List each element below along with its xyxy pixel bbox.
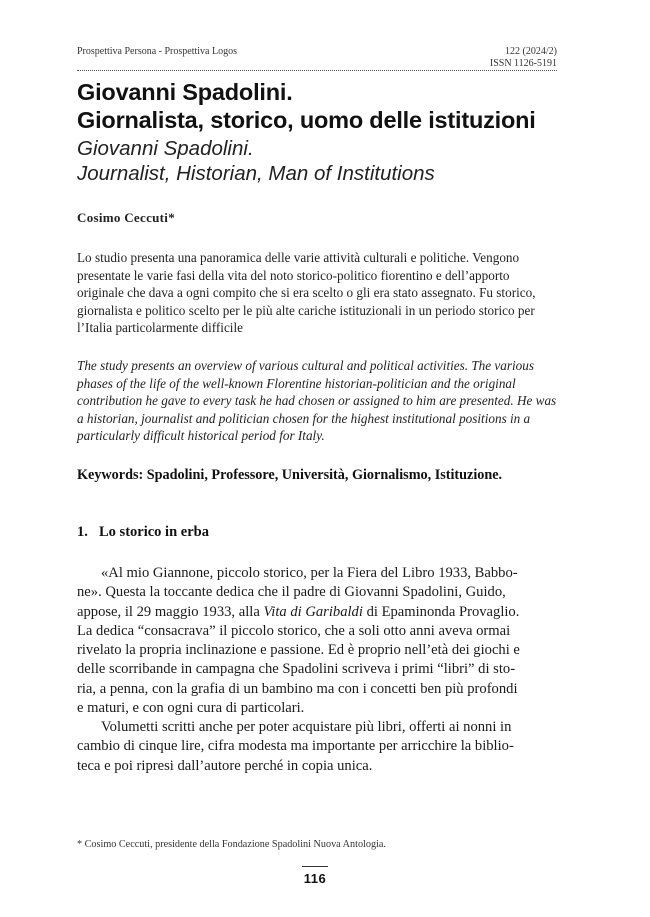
text-line: e maturi, e con ogni cura di particolari. — [77, 700, 305, 717]
section-number: 1. — [77, 524, 88, 540]
footnote: * Cosimo Ceccuti, presidente della Fondazione Spadolini Nuova Antologia. — [77, 839, 386, 850]
abstract-italian: Lo studio presenta una panoramica delle varie attività culturali e politiche. Vengono presentate le varie fasi della vita del noto storico-politico fiorentino e dell’apporto originale che dava a ogni compito che si era scelto o gli era stato assegnato. Fu storico, giornalista e politico scelto per le più alte cariche istituzionali in un periodo storico per l’Italia particolarmente difficile — [77, 250, 536, 336]
book-title: Vita di Garibaldi — [263, 603, 363, 620]
header-divider — [77, 70, 557, 71]
text-run: di Epaminonda Provaglio. — [362, 603, 520, 620]
article-title — [77, 78, 577, 134]
text-line: La dedica “consacrava” il piccolo storico, che a soli otto anni aveva ormai — [77, 622, 511, 639]
text-line: ne». Questa la toccante dedica che il padre di Giovanni Spadolini, Guido, — [77, 584, 506, 601]
text-line: «Al mio Giannone, piccolo storico, per la Fiera del Libro 1933, Babbo- — [101, 565, 518, 581]
title-line-2: Giornalista, storico, uomo delle istituzioni — [77, 107, 536, 133]
text-line — [77, 603, 557, 622]
text-line: ria, a penna, con la grafia di un bambino ma con i concetti ben più profondi — [77, 680, 518, 697]
text-line: rivelato la propria inclinazione e passione. Ed è proprio nell’età dei giochi e — [77, 642, 520, 659]
text-run: appose, il 29 maggio 1933, alla — [77, 603, 264, 620]
subtitle-line-1: Giovanni Spadolini. — [77, 137, 254, 160]
page-number-rule — [302, 866, 328, 867]
running-header — [77, 44, 557, 72]
text-line: delle scorribande in campagna che Spadolini scriveva i primi “libri” di sto- — [77, 661, 516, 678]
text-line: teca e poi ripresi dall’autore perché in copia unica. — [77, 757, 373, 774]
author-name: Cosimo Ceccuti* — [77, 210, 176, 225]
article-subtitle-english — [77, 136, 577, 186]
issn: ISSN 1126-5191 — [489, 58, 557, 69]
journal-name: Prospettiva Persona - Prospettiva Logos — [77, 46, 237, 57]
section-title: Lo storico in erba — [99, 524, 209, 540]
text-line: cambio di cinque lire, cifra modesta ma importante per arricchire la biblio- — [77, 738, 514, 755]
body-paragraph-1 — [77, 564, 557, 718]
issue-number: 122 (2024/2) — [505, 46, 557, 57]
keywords: Keywords: Spadolini, Professore, Università, Giornalismo, Istituzione. — [77, 467, 503, 483]
abstract-english: The study presents an overview of various cultural and political activities. The various phases of the life of the well-known Florentine historian-politician and the original contribution he gave to every task he had chosen or assigned to him are presented. He was a historian, journalist and politician chosen for the highest institutional positions in a particularly difficult historical period for Italy. — [77, 358, 557, 444]
title-line-1: Giovanni Spadolini. — [77, 79, 293, 105]
page-number: 116 — [303, 871, 327, 886]
body-paragraph-2 — [77, 718, 557, 776]
section-heading — [77, 524, 209, 541]
subtitle-line-2: Journalist, Historian, Man of Institutions — [77, 162, 435, 185]
text-line: Volumetti scritti anche per poter acquistare più libri, offerti ai nonni in — [101, 719, 512, 735]
